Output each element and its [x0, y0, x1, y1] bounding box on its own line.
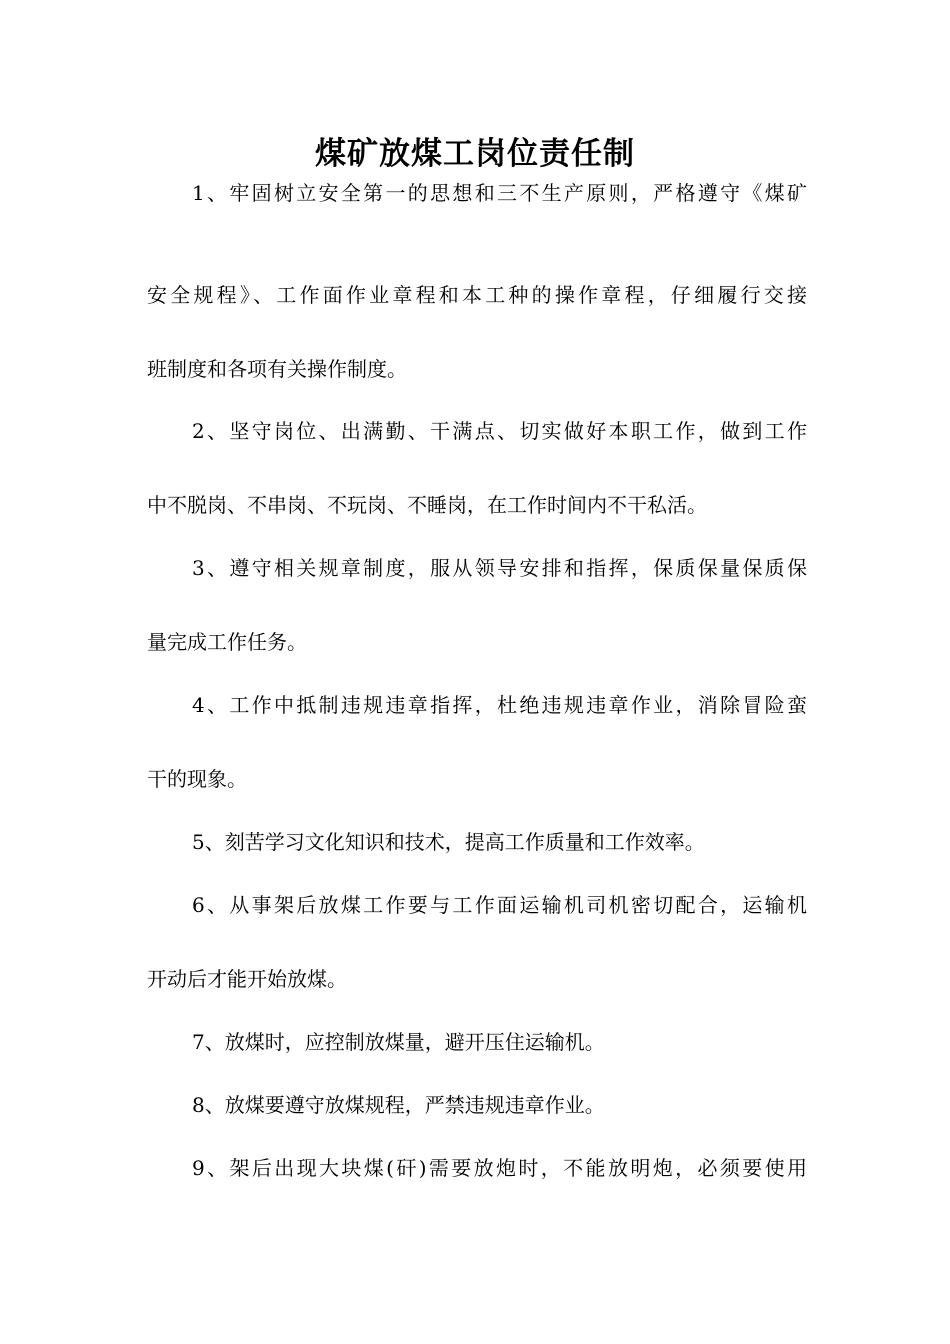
- paragraph-6-line-1: 6、从事架后放煤工作要与工作面运输机司机密切配合，运输机: [192, 893, 807, 917]
- paragraph-5-line-1: 5、刻苦学习文化知识和技术，提高工作质量和工作效率。: [192, 830, 705, 854]
- paragraph-3-line-1: 3、遵守相关规章制度，服从领导安排和指挥，保质保量保质保: [192, 556, 807, 580]
- paragraph-2-line-1: 2、坚守岗位、出满勤、干满点、切实做好本职工作，做到工作: [192, 419, 807, 443]
- document-title: 煤矿放煤工岗位责任制: [315, 136, 635, 172]
- paragraph-4-line-1: 4、工作中抵制违规违章指挥，杜绝违规违章作业，消除冒险蛮: [192, 693, 807, 717]
- paragraph-1-line-3: 班制度和各项有关操作制度。: [147, 357, 407, 381]
- paragraph-4-line-2: 干的现象。: [147, 767, 247, 791]
- paragraph-7-line-1: 7、放煤时，应控制放煤量，避开压住运输机。: [192, 1030, 605, 1054]
- paragraph-1-line-2: 安全规程》、工作面作业章程和本工种的操作章程，仔细履行交接: [147, 283, 807, 307]
- paragraph-1-line-1: 1、牢固树立安全第一的思想和三不生产原则，严格遵守《煤矿: [192, 181, 807, 205]
- paragraph-2-line-2: 中不脱岗、不串岗、不玩岗、不睡岗，在工作时间内不干私活。: [147, 493, 707, 517]
- paragraph-3-line-2: 量完成工作任务。: [147, 630, 307, 654]
- paragraph-6-line-2: 开动后才能开始放煤。: [147, 967, 347, 991]
- paragraph-8-line-1: 8、放煤要遵守放煤规程，严禁违规违章作业。: [192, 1093, 605, 1117]
- paragraph-9-line-1: 9、架后出现大块煤(矸)需要放炮时，不能放明炮，必须要使用: [192, 1156, 807, 1180]
